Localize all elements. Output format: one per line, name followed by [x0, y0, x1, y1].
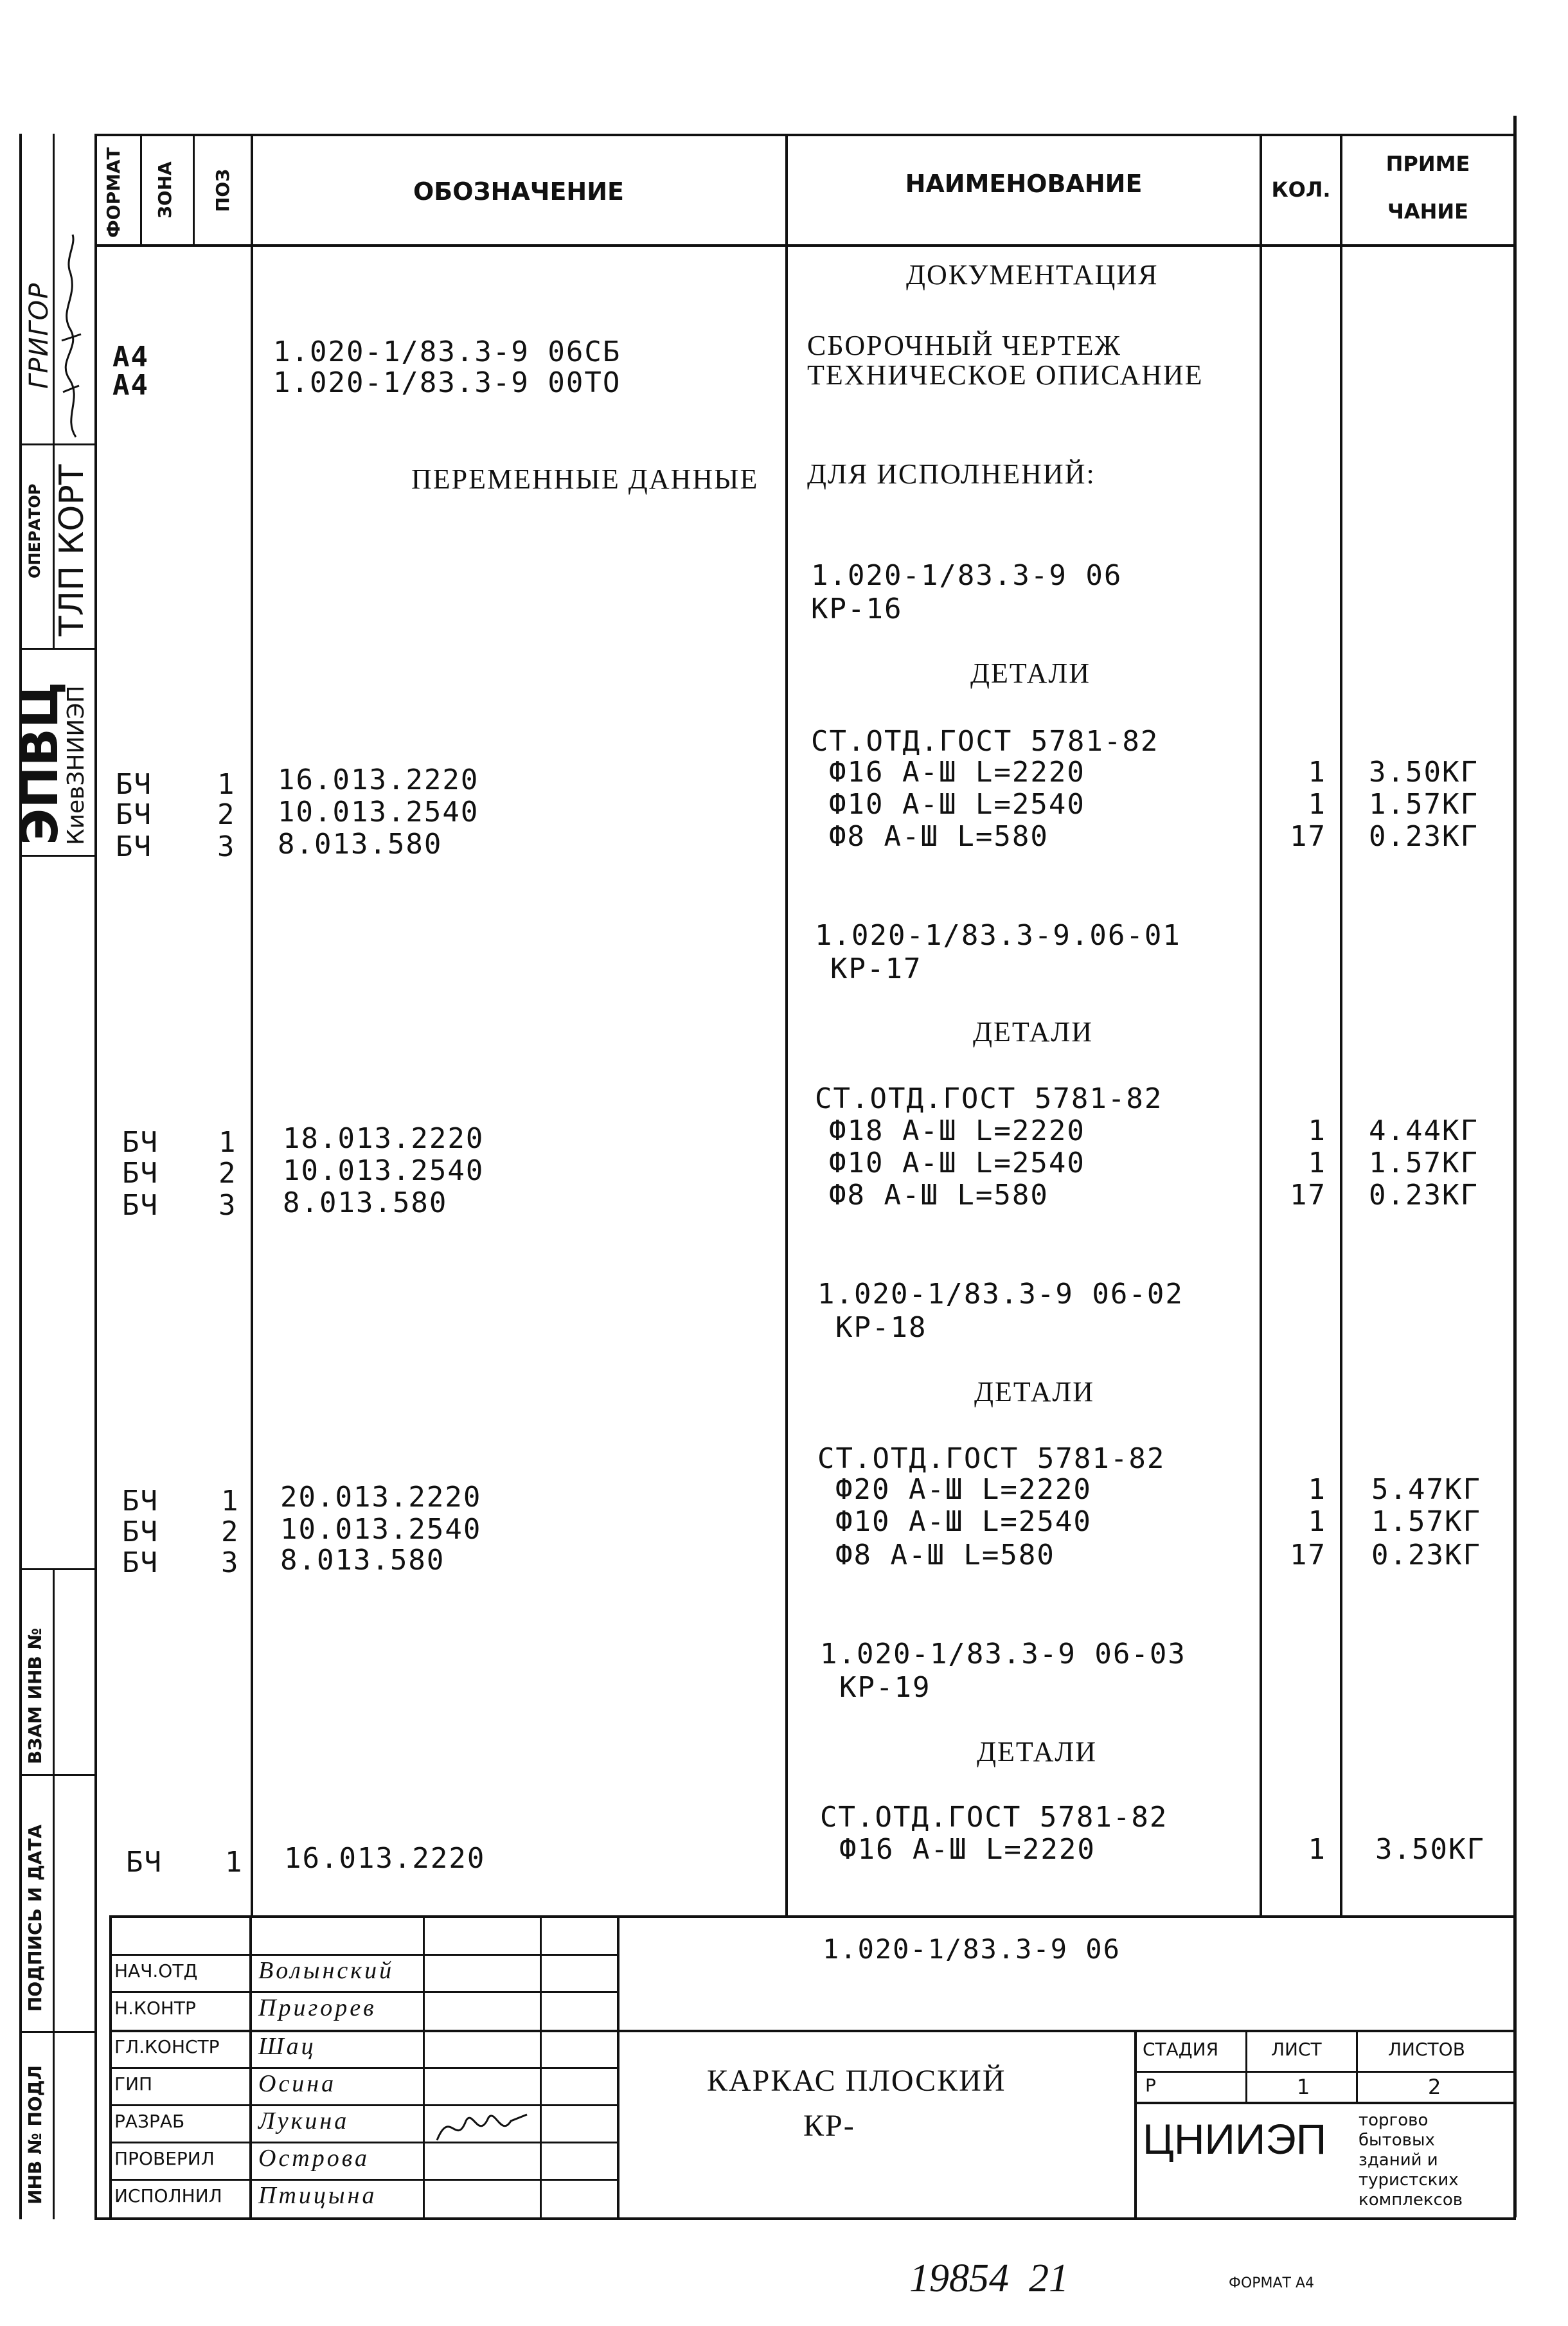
item-poz: 1 — [217, 768, 236, 801]
col-kol: КОЛ. — [1271, 177, 1331, 202]
signature — [431, 2102, 533, 2153]
item-prim: 4.44КГ — [1369, 1114, 1479, 1147]
item-poz: 2 — [221, 1516, 240, 1548]
item-format: БЧ — [122, 1126, 159, 1159]
format-note: ФОРМАТ А4 — [1229, 2275, 1315, 2291]
vzam-label: ВЗАМ ИНВ № — [24, 1627, 46, 1764]
item-prim: 1.57КГ — [1371, 1505, 1481, 1538]
item-kol: 1 — [1308, 1473, 1326, 1506]
role-proveril: ПРОВЕРИЛ — [114, 2148, 215, 2169]
item-name: Ф10 А-Ш L=2540 — [829, 788, 1085, 821]
role-razrab: РАЗРАБ — [114, 2111, 185, 2132]
item-poz: 3 — [218, 1189, 237, 1222]
variant-code: 1.020-1/83.3-9 06 — [811, 559, 1123, 592]
item-format: БЧ — [126, 1846, 163, 1879]
role-nach-otd: НАЧ.ОТД — [114, 1960, 198, 1982]
doc-code: 1.020-1/83.3-9 06 — [823, 1933, 1121, 1965]
inv-label: ИНВ № ПОДЛ — [24, 2065, 46, 2205]
role-ispolnil: ИСПОЛНИЛ — [114, 2185, 222, 2206]
podpis-label: ПОДПИСЬ И ДАТА — [24, 1824, 46, 2012]
col-prim-1: ПРИМЕ — [1385, 152, 1470, 176]
org-name: ЦНИИЭП — [1143, 2115, 1327, 2163]
item-format: БЧ — [116, 798, 152, 831]
item-prim: 5.47КГ — [1371, 1473, 1481, 1506]
list-label: ЛИСТ — [1271, 2039, 1322, 2060]
item-format: БЧ — [122, 1546, 159, 1579]
row-format: А4 — [112, 369, 149, 402]
item-format: БЧ — [116, 830, 152, 863]
org-desc-line: зданий и — [1359, 2151, 1438, 2170]
col-poz: ПОЗ — [212, 168, 233, 212]
archive-number: 19854 21 — [909, 2257, 1069, 2300]
stadia-label: СТАДИЯ — [1143, 2039, 1219, 2060]
name-proveril: Острова — [258, 2145, 370, 2172]
variant-mark: КР-16 — [811, 593, 903, 625]
item-code: 10.013.2540 — [278, 796, 479, 828]
item-kol: 1 — [1308, 1114, 1326, 1147]
item-code: 16.013.2220 — [278, 764, 479, 796]
org-desc-line: комплексов — [1359, 2190, 1463, 2210]
org-desc-line: туристских — [1359, 2170, 1459, 2190]
item-prim: 3.50КГ — [1369, 756, 1479, 789]
variant-code: 1.020-1/83.3-9.06-01 — [815, 919, 1181, 952]
row-code: 1.020-1/83.3-9 06СБ — [273, 335, 621, 368]
gost-line: СТ.ОТД.ГОСТ 5781-82 — [817, 1442, 1166, 1475]
role-gip: ГИП — [114, 2073, 153, 2095]
name-gip: Осина — [258, 2070, 337, 2097]
item-kol: 1 — [1308, 756, 1326, 789]
item-poz: 2 — [217, 798, 236, 831]
item-poz: 3 — [217, 830, 236, 863]
gost-line: СТ.ОТД.ГОСТ 5781-82 — [811, 725, 1159, 758]
item-kol: 17 — [1290, 1179, 1326, 1212]
item-name: Ф8 А-Ш L=580 — [835, 1539, 1055, 1571]
listov-value: 2 — [1428, 2075, 1441, 2099]
item-poz: 2 — [218, 1157, 237, 1190]
item-prim: 0.23КГ — [1369, 1179, 1479, 1212]
item-kol: 1 — [1308, 1147, 1326, 1179]
item-format: БЧ — [122, 1516, 159, 1548]
item-code: 8.013.580 — [278, 828, 443, 861]
item-prim: 1.57КГ — [1369, 1147, 1479, 1179]
item-prim: 1.57КГ — [1369, 788, 1479, 821]
item-name: Ф10 А-Ш L=2540 — [835, 1505, 1092, 1538]
variable-data-label: ПЕРЕМЕННЫЕ ДАННЫЕ — [411, 463, 759, 495]
variant-mark: КР-18 — [835, 1311, 927, 1344]
item-kol: 17 — [1290, 820, 1326, 853]
details-heading: ДЕТАЛИ — [977, 1736, 1097, 1767]
operator-label: ОПЕРАТОР — [26, 483, 44, 578]
item-poz: 1 — [221, 1485, 240, 1517]
row-name: ТЕХНИЧЕСКОЕ ОПИСАНИЕ — [807, 359, 1204, 391]
operator-name: ГРИГОР — [24, 282, 54, 389]
gost-line: СТ.ОТД.ГОСТ 5781-82 — [815, 1082, 1163, 1115]
item-code: 10.013.2540 — [283, 1154, 485, 1187]
row-format: А4 — [112, 341, 149, 373]
name-razrab: Лукина — [258, 2107, 350, 2134]
listov-label: ЛИСТОВ — [1388, 2039, 1465, 2060]
org-desc-line: бытовых — [1359, 2131, 1435, 2150]
item-name: Ф8 А-Ш L=580 — [829, 820, 1049, 853]
section-documentation: ДОКУМЕНТАЦИЯ — [906, 259, 1159, 291]
item-format: БЧ — [116, 768, 152, 801]
details-heading: ДЕТАЛИ — [974, 1376, 1094, 1408]
item-code: 18.013.2220 — [283, 1122, 485, 1155]
item-prim: 0.23КГ — [1369, 820, 1479, 853]
drawing-title: КАРКАС ПЛОСКИЙ — [707, 2064, 1006, 2098]
name-ispolnil: Птицына — [258, 2182, 377, 2209]
list-value: 1 — [1297, 2075, 1310, 2099]
item-kol: 1 — [1308, 788, 1326, 821]
name-gl-konstr: Шац — [258, 2033, 316, 2060]
variant-mark: КР-19 — [839, 1671, 931, 1704]
name-n-kontr: Пригорев — [258, 1994, 377, 2021]
for-variants-label: ДЛЯ ИСПОЛНЕНИЙ: — [807, 458, 1096, 490]
col-format: ФОРМАТ — [103, 147, 124, 238]
col-zona: ЗОНА — [154, 161, 175, 219]
details-heading: ДЕТАЛИ — [970, 658, 1091, 689]
role-gl-konstr: ГЛ.КОНСТР — [114, 2036, 220, 2057]
details-heading: ДЕТАЛИ — [973, 1016, 1093, 1048]
signature-strip — [50, 231, 89, 443]
item-format: БЧ — [122, 1189, 159, 1222]
item-kol: 17 — [1290, 1539, 1326, 1571]
name-nach-otd: Волынский — [258, 1957, 395, 1984]
tlp-label: ТЛП КОРТ — [53, 464, 91, 636]
item-name: Ф20 А-Ш L=2220 — [835, 1473, 1092, 1506]
row-name: СБОРОЧНЫЙ ЧЕРТЕЖ — [807, 330, 1121, 361]
item-code: 16.013.2220 — [284, 1842, 486, 1875]
variant-code: 1.020-1/83.3-9 06-03 — [820, 1638, 1186, 1670]
variant-mark: КР-17 — [830, 953, 922, 985]
item-code: 8.013.580 — [283, 1186, 448, 1219]
item-name: Ф16 А-Ш L=2220 — [839, 1833, 1096, 1866]
org-sub-label: КиевЗНИИЭП — [63, 685, 89, 845]
org-desc-line: торгово — [1359, 2111, 1429, 2130]
col-prim-2: ЧАНИЕ — [1387, 199, 1469, 224]
item-kol: 1 — [1308, 1505, 1326, 1538]
item-name: Ф8 А-Ш L=580 — [829, 1179, 1049, 1212]
item-format: БЧ — [122, 1485, 159, 1517]
item-name: Ф18 А-Ш L=2220 — [829, 1114, 1085, 1147]
col-naimenovanie: НАИМЕНОВАНИЕ — [905, 170, 1143, 198]
item-poz: 1 — [218, 1126, 237, 1159]
item-name: Ф16 А-Ш L=2220 — [829, 756, 1085, 789]
role-n-kontr: Н.КОНТР — [114, 1998, 196, 2019]
item-poz: 3 — [221, 1546, 240, 1579]
item-name: Ф10 А-Ш L=2540 — [829, 1147, 1085, 1179]
col-oboznachenie: ОБОЗНАЧЕНИЕ — [413, 177, 624, 206]
variant-code: 1.020-1/83.3-9 06-02 — [817, 1278, 1184, 1311]
item-code: 10.013.2540 — [280, 1513, 482, 1546]
item-kol: 1 — [1308, 1833, 1326, 1866]
item-code: 8.013.580 — [280, 1544, 445, 1577]
item-format: БЧ — [122, 1157, 159, 1190]
org-description — [1359, 2111, 1463, 2210]
org-label: ЭПВЦ — [12, 681, 69, 845]
stadia-value: Р — [1145, 2075, 1156, 2096]
item-code: 20.013.2220 — [280, 1481, 482, 1514]
item-prim: 0.23КГ — [1371, 1539, 1481, 1571]
item-poz: 1 — [225, 1846, 244, 1879]
item-prim: 3.50КГ — [1375, 1833, 1485, 1866]
row-code: 1.020-1/83.3-9 00ТО — [273, 366, 621, 399]
gost-line: СТ.ОТД.ГОСТ 5781-82 — [820, 1801, 1168, 1834]
drawing-subtitle: КР- — [803, 2109, 855, 2143]
